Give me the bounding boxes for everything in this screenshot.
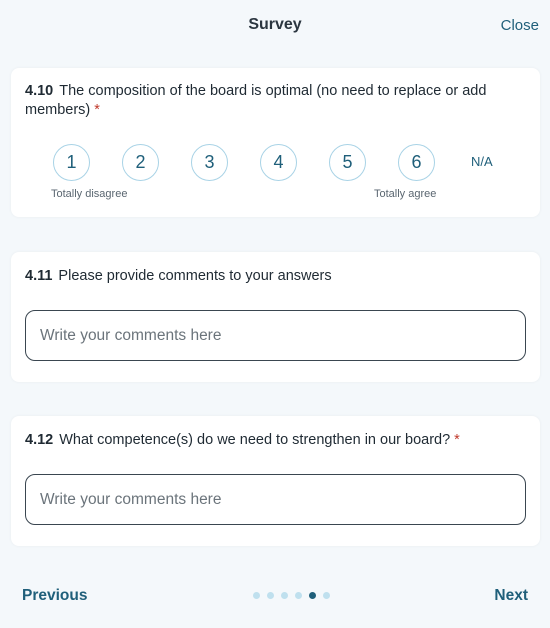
rating-option-4[interactable]: 4	[260, 144, 297, 181]
question-card-4-12	[11, 416, 540, 546]
rating-option-1[interactable]: 1	[53, 144, 90, 181]
previous-button[interactable]: Previous	[22, 587, 88, 604]
rating-option-na[interactable]: N/A	[471, 154, 493, 169]
question-label: The composition of the board is optimal (no need to replace or add members)	[25, 83, 487, 118]
rating-option-2[interactable]: 2	[122, 144, 159, 181]
page-dot	[281, 592, 288, 599]
rating-option-6[interactable]: 6	[398, 144, 435, 181]
page-dot	[295, 592, 302, 599]
page-dot	[323, 592, 330, 599]
question-card-4-10	[11, 68, 540, 217]
required-mark: *	[94, 102, 100, 118]
next-button[interactable]: Next	[494, 587, 528, 604]
navigation-bar	[0, 575, 550, 615]
page-title: Survey	[248, 16, 302, 33]
required-mark: *	[454, 432, 460, 448]
question-text	[25, 82, 524, 120]
question-number: 4.12	[25, 432, 54, 448]
question-number: 4.10	[25, 83, 54, 99]
question-label: Please provide comments to your answers	[58, 268, 332, 284]
scale-low-label: Totally disagree	[51, 188, 128, 200]
close-button[interactable]: Close	[500, 17, 539, 34]
competence-input[interactable]	[25, 474, 526, 525]
page-dot	[267, 592, 274, 599]
page-dot	[253, 592, 260, 599]
top-bar	[0, 0, 550, 52]
rating-option-5[interactable]: 5	[329, 144, 366, 181]
rating-option-3[interactable]: 3	[191, 144, 228, 181]
comments-input[interactable]	[25, 310, 526, 361]
question-text	[25, 431, 524, 450]
question-label: What competence(s) do we need to strengthen in our board?	[59, 432, 451, 448]
scale-high-label: Totally agree	[374, 188, 437, 200]
question-text	[25, 267, 524, 286]
question-card-4-11	[11, 252, 540, 382]
question-number: 4.11	[25, 268, 53, 284]
rating-scale	[11, 144, 540, 184]
page-dot	[309, 592, 316, 599]
